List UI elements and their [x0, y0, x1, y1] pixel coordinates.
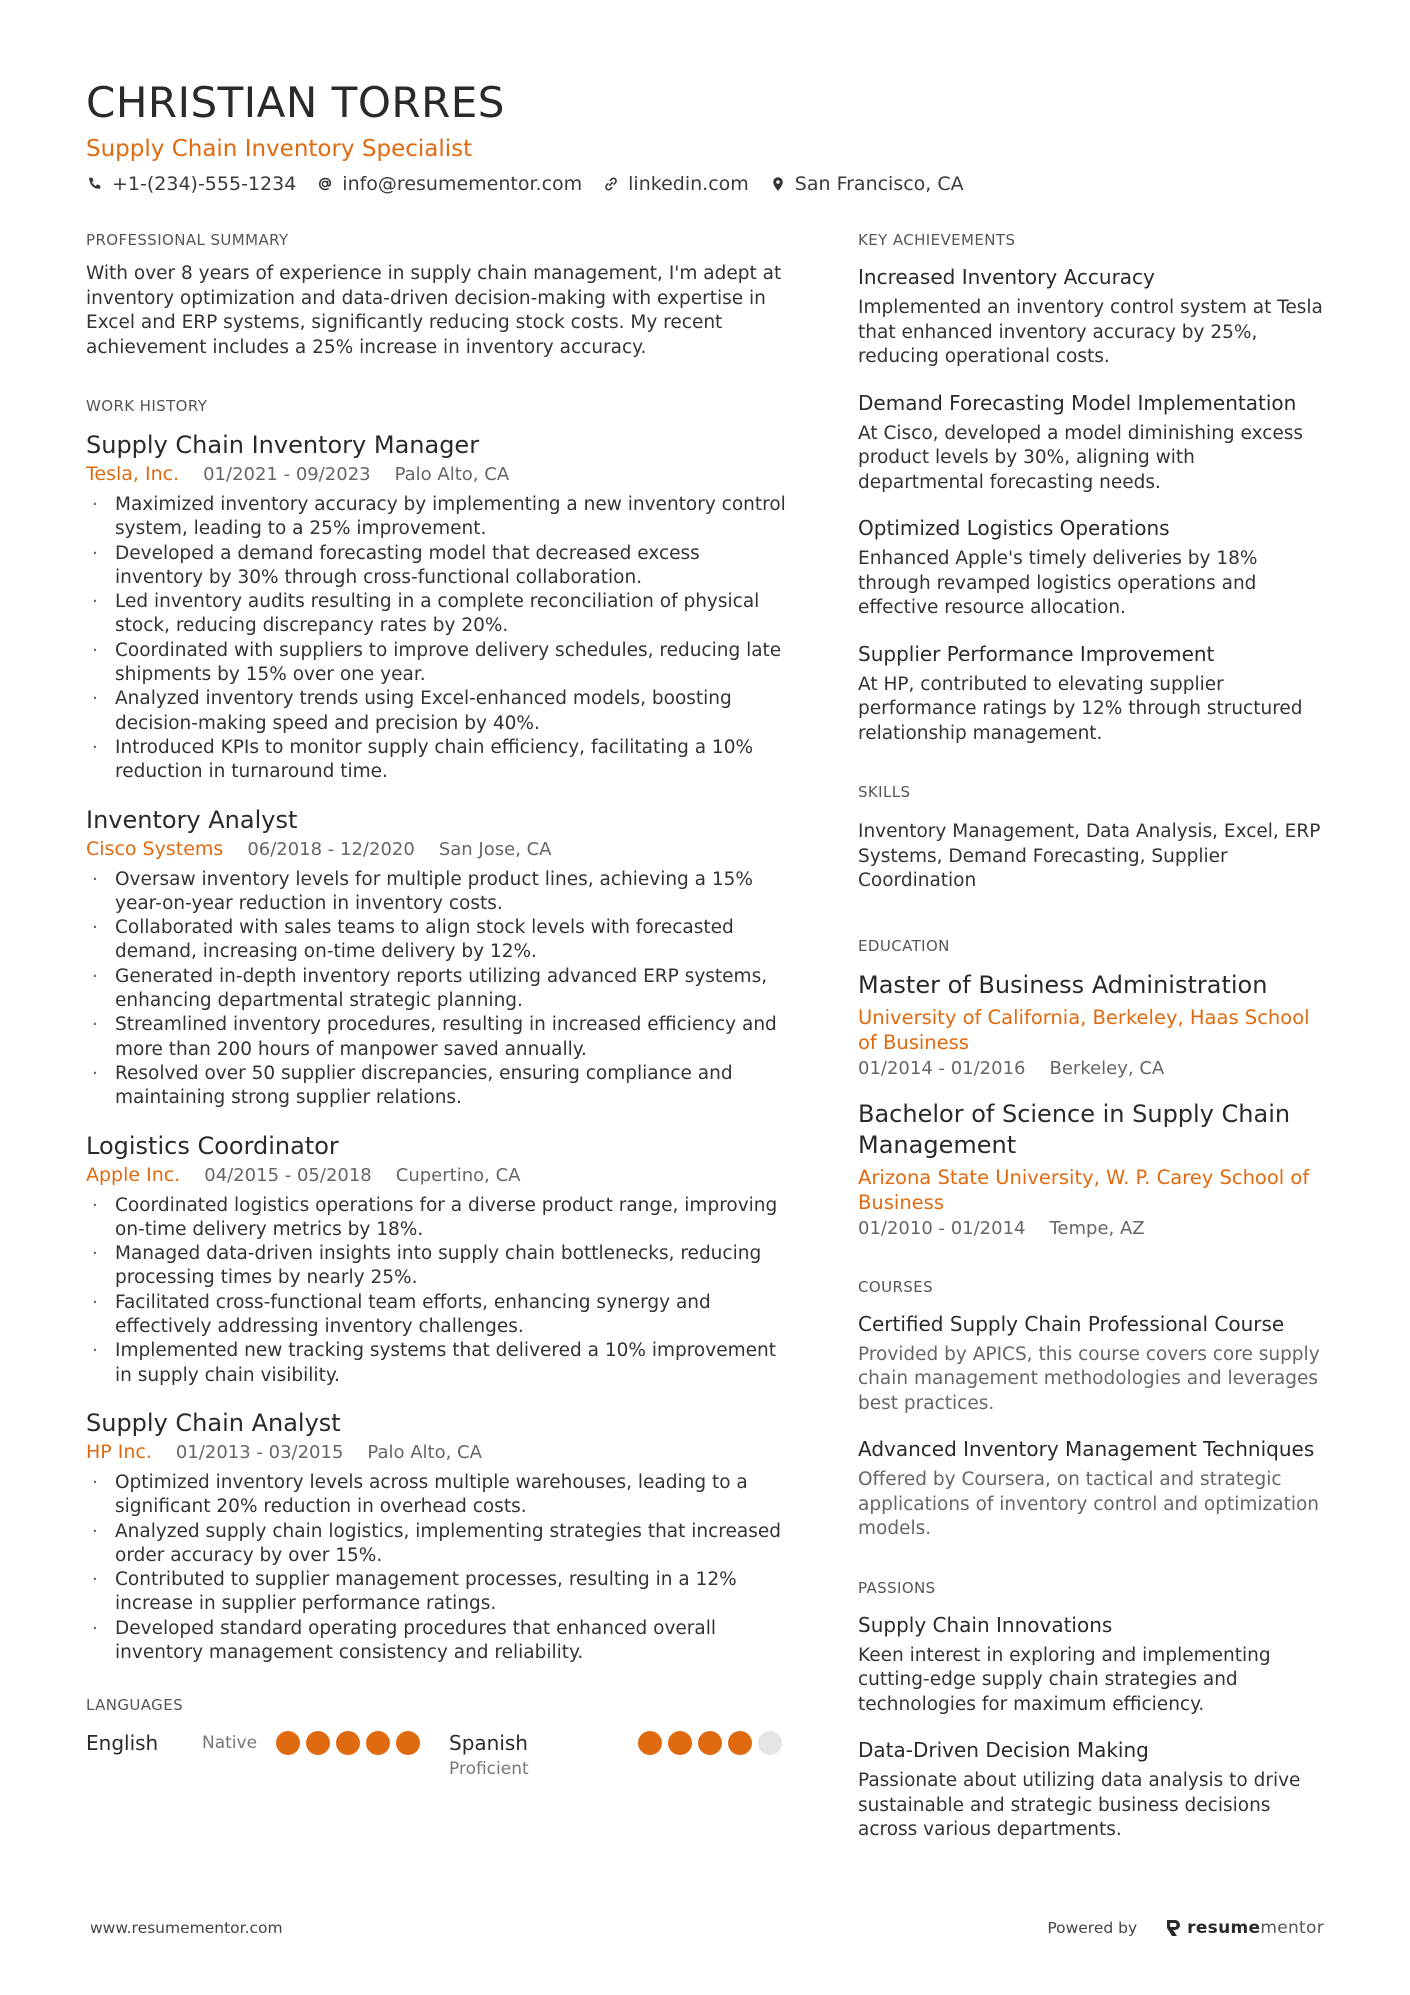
passion-title: Data-Driven Decision Making [858, 1738, 1149, 1762]
job-entry [86, 1408, 788, 1665]
candidate-role: Supply Chain Inventory Specialist [86, 136, 473, 162]
achievement-desc: At Cisco, developed a model diminishing excess product levels by 30%, aligning with departmental forecasting needs. [858, 422, 1304, 493]
job-bullets [86, 868, 788, 1111]
language-level: Native [202, 1733, 258, 1754]
powered-by-label: Powered by [1047, 1919, 1138, 1937]
language-name: English [86, 1731, 159, 1756]
achievement-title: Increased Inventory Accuracy [858, 265, 1155, 289]
section-title: PROFESSIONAL SUMMARY [86, 231, 289, 249]
link-icon [602, 175, 620, 193]
job-bullets [86, 493, 788, 785]
education-school: University of California, Berkeley, Haas School of Business [858, 1005, 1310, 1054]
job-company: HP Inc. [86, 1440, 152, 1463]
section-title: KEY ACHIEVEMENTS [858, 231, 1016, 249]
contact-bar [86, 170, 1324, 198]
job-location: San Jose, CA [438, 838, 552, 860]
section-title: PASSIONS [858, 1578, 936, 1597]
job-bullet: · Managed data-driven insights into supply chain bottlenecks, reducing processing times by nearly 25%. [86, 1242, 788, 1291]
education-meta [858, 1217, 1324, 1241]
job-title: Logistics Coordinator [86, 1131, 339, 1160]
brand-name-b: mentor [1260, 1918, 1324, 1938]
job-title: Inventory Analyst [86, 805, 298, 834]
at-icon [316, 175, 334, 193]
work-history-section [86, 396, 788, 1665]
job-bullet: · Collaborated with sales teams to align stock levels with forecasted demand, increasing on-time delivery by 12%. [86, 916, 788, 965]
language-rating [276, 1731, 426, 1755]
section-title: LANGUAGES [86, 1696, 184, 1715]
job-bullet: · Optimized inventory levels across multiple warehouses, leading to a significant 20% reduction in overhead costs. [86, 1471, 788, 1520]
job-meta [86, 837, 788, 862]
rating-dot-filled [336, 1731, 360, 1755]
language-rating [638, 1731, 788, 1755]
section-title: COURSES [858, 1277, 934, 1296]
job-bullet: · Implemented new tracking systems that delivered a 10% improvement in supply chain visibility. [86, 1339, 788, 1388]
rating-dot-filled [638, 1731, 662, 1755]
passion-desc: Keen interest in exploring and implementing cutting-edge supply chain strategies and technologies for maximum efficiency. [858, 1644, 1271, 1715]
education-degree: Bachelor of Science in Supply Chain Management [858, 1099, 1291, 1159]
achievement-title: Supplier Performance Improvement [858, 641, 1215, 666]
job-meta [86, 1440, 788, 1465]
job-dates: 06/2018 - 12/2020 [247, 838, 415, 860]
languages-section [86, 1695, 788, 1781]
course-desc: Offered by Coursera, on tactical and strategic applications of inventory control and optimization models. [858, 1469, 1320, 1539]
job-company: Tesla, Inc. [86, 463, 180, 485]
job-meta [86, 462, 788, 487]
job-bullet: · Introduced KPIs to monitor supply chain efficiency, facilitating a 10% reduction in turnaround time. [86, 736, 788, 785]
job-bullet: · Resolved over 50 supplier discrepancies, ensuring compliance and maintaining strong supplier relations. [86, 1062, 788, 1111]
job-bullet: · Generated in-depth inventory reports utilizing advanced ERP systems, enhancing departmental strategic planning. [86, 965, 788, 1014]
rating-dot-filled [396, 1731, 420, 1755]
education-dates: 01/2010 - 01/2014 [858, 1217, 1026, 1239]
passions-section [858, 1578, 1324, 1843]
language-level: Proficient [449, 1759, 529, 1780]
rating-dot-filled [306, 1731, 330, 1755]
rating-dot-filled [668, 1731, 692, 1755]
job-bullet: · Developed standard operating procedures that enhanced overall inventory management consistency and reliability. [86, 1617, 788, 1666]
job-bullet: · Coordinated with suppliers to improve delivery schedules, reducing late shipments by 15% over one year. [86, 639, 788, 688]
job-entry [86, 1131, 788, 1388]
passion-desc: Passionate about utilizing data analysis to drive sustainable and strategic business decisions across various departments. [858, 1770, 1301, 1840]
candidate-name: CHRISTIAN TORRES [86, 78, 505, 127]
brand-logo-icon [1165, 1919, 1181, 1937]
education-degree: Master of Business Administration [858, 970, 1268, 999]
contact-phone-text: +1-(234)-555-1234 [112, 173, 297, 195]
rating-dot-filled [366, 1731, 390, 1755]
job-location: Palo Alto, CA [367, 1441, 482, 1463]
brand-name-a: resume [1187, 1918, 1261, 1938]
skills-text: Inventory Management, Data Analysis, Excel, ERP Systems, Demand Forecasting, Supplier Coordination [858, 821, 1321, 891]
powered-by [1047, 1918, 1324, 1938]
achievement-item [858, 264, 1324, 370]
job-location: Cupertino, CA [395, 1164, 521, 1186]
achievements-section [858, 230, 1324, 746]
footer [90, 1918, 1324, 1938]
job-bullet: · Facilitated cross-functional team efforts, enhancing synergy and effectively addressing inventory challenges. [86, 1291, 788, 1340]
achievement-title: Optimized Logistics Operations [858, 516, 1170, 540]
skills-section [858, 782, 1324, 894]
section-title: EDUCATION [858, 936, 950, 955]
passion-title: Supply Chain Innovations [858, 1612, 1113, 1637]
job-entry [86, 805, 788, 1111]
job-title: Supply Chain Analyst [86, 1408, 341, 1437]
job-bullet: · Analyzed supply chain logistics, implementing strategies that increased order accuracy by over 15%. [86, 1520, 788, 1569]
job-location: Palo Alto, CA [394, 464, 510, 485]
job-bullets [86, 1194, 788, 1388]
achievement-list [858, 264, 1324, 746]
education-dates: 01/2014 - 01/2016 [858, 1057, 1026, 1079]
job-entry [86, 430, 788, 785]
job-bullet: · Streamlined inventory procedures, resulting in increased efficiency and more than 200 hours of manpower saved annually. [86, 1013, 788, 1062]
job-dates: 04/2015 - 05/2018 [204, 1164, 372, 1186]
language-list [86, 1729, 788, 1781]
course-desc: Provided by APICS, this course covers core supply chain management methodologies and leverages best practices. [858, 1343, 1320, 1414]
contact-linkedin-text: linkedin.com [628, 173, 749, 195]
job-meta [86, 1163, 788, 1188]
language-name: Spanish [449, 1731, 528, 1756]
education-location: Tempe, AZ [1049, 1217, 1145, 1239]
course-item [858, 1436, 1324, 1542]
education-item [858, 1099, 1324, 1241]
job-dates: 01/2013 - 03/2015 [175, 1441, 344, 1463]
summary-section [86, 230, 788, 360]
job-title: Supply Chain Inventory Manager [86, 431, 480, 459]
education-item [858, 970, 1324, 1081]
section-title: SKILLS [858, 783, 911, 801]
footer-url[interactable]: www.resumementor.com [90, 1919, 283, 1937]
contact-phone[interactable] [86, 170, 296, 198]
education-list [858, 970, 1324, 1241]
contact-linkedin[interactable] [602, 170, 749, 198]
course-title: Certified Supply Chain Professional Course [858, 1311, 1285, 1336]
job-company: Apple Inc. [86, 1163, 181, 1186]
job-bullet: · Analyzed inventory trends using Excel-enhanced models, boosting decision-making speed and precision by 40%. [86, 687, 788, 736]
achievement-item [858, 390, 1324, 496]
rating-dot-filled [698, 1731, 722, 1755]
education-meta [858, 1057, 1324, 1081]
achievement-title: Demand Forecasting Model Implementation [858, 390, 1297, 415]
phone-icon [86, 175, 104, 193]
job-bullet: · Contributed to supplier management processes, resulting in a 12% increase in supplier performance ratings. [86, 1568, 788, 1617]
job-bullet: · Maximized inventory accuracy by implementing a new inventory control system, leading to a 25% improvement. [86, 493, 788, 542]
education-section [858, 936, 1324, 1241]
contact-location [769, 170, 964, 198]
achievement-desc: At HP, contributed to elevating supplier performance ratings by 12% through structured relationship management. [858, 673, 1303, 744]
job-bullet: · Developed a demand forecasting model that decreased excess inventory by 30% through cross-functional collaboration. [86, 542, 788, 591]
education-school: Arizona State University, W. P. Carey School of Business [858, 1165, 1310, 1214]
job-bullet: · Coordinated logistics operations for a diverse product range, improving on-time delivery metrics by 18%. [86, 1194, 788, 1243]
right-column [858, 230, 1324, 1879]
job-dates: 01/2021 - 09/2023 [203, 464, 371, 485]
language-item [449, 1729, 788, 1781]
brand-logo[interactable] [1165, 1918, 1324, 1938]
contact-location-text: San Francisco, CA [794, 173, 964, 195]
passion-item [858, 1737, 1324, 1843]
rating-dot-filled [728, 1731, 752, 1755]
contact-email[interactable] [316, 170, 582, 198]
course-list [858, 1311, 1324, 1542]
passion-list [858, 1612, 1324, 1843]
summary-text: With over 8 years of experience in supply chain management, I'm adept at inventory optimization and data-driven decision-making with expertise in Excel and ERP systems, significantly reducing stock costs. My recent achievement includes a 25% increase in inventory accuracy. [86, 263, 782, 358]
job-bullet: · Oversaw inventory levels for multiple product lines, achieving a 15% year-on-year reduction in inventory costs. [86, 868, 788, 917]
course-title: Advanced Inventory Management Techniques [858, 1437, 1315, 1461]
rating-dot-empty [758, 1731, 782, 1755]
achievement-desc: Enhanced Apple's timely deliveries by 18% through revamped logistics operations and effective resource allocation. [858, 548, 1258, 618]
job-list [86, 430, 788, 1665]
achievement-item [858, 641, 1324, 747]
job-bullet: · Led inventory audits resulting in a complete reconciliation of physical stock, reducing discrepancy rates by 20%. [86, 590, 788, 639]
contact-email-text: info@resumementor.com [342, 173, 583, 195]
course-item [858, 1311, 1324, 1417]
job-bullets [86, 1471, 788, 1665]
two-column-body [86, 230, 1324, 1879]
passion-item [858, 1612, 1324, 1718]
location-pin-icon [769, 175, 787, 193]
section-title: WORK HISTORY [86, 397, 208, 415]
job-company: Cisco Systems [86, 837, 224, 860]
language-item [86, 1729, 449, 1757]
left-column [86, 230, 798, 1879]
courses-section [858, 1277, 1324, 1542]
rating-dot-filled [276, 1731, 300, 1755]
achievement-item [858, 515, 1324, 621]
education-location: Berkeley, CA [1049, 1057, 1165, 1079]
achievement-desc: Implemented an inventory control system at Tesla that enhanced inventory accuracy by 25%, reducing operational costs. [858, 297, 1323, 367]
